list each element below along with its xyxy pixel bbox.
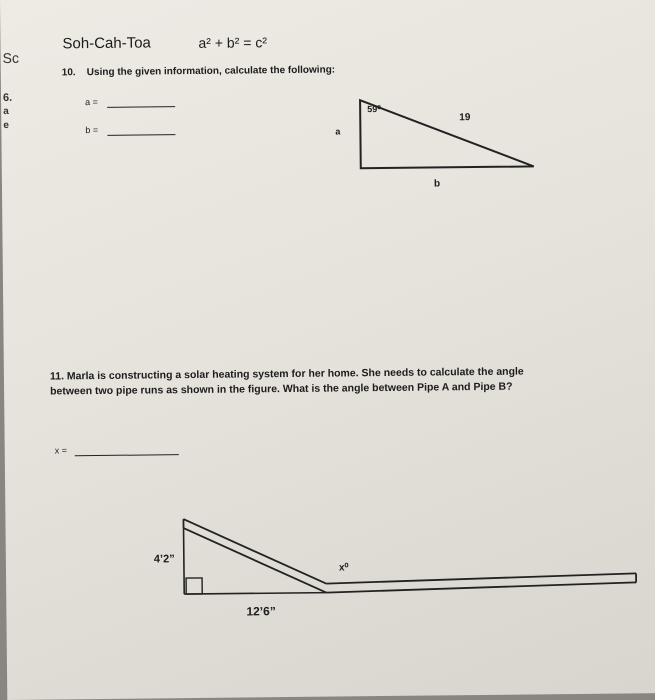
q11-x-label: x = (54, 445, 68, 456)
q10-prompt: Using the given information, calculate the following: (86, 64, 336, 79)
pythagorean-formula: a² + b² = c² (198, 34, 268, 51)
q10-a-label: a = (85, 96, 98, 108)
q11-base-label: 12’6” (246, 604, 276, 619)
q11-angle-label: x⁰ (338, 562, 349, 574)
worksheet-title: Soh-Cah-Toa (62, 34, 151, 53)
q10-side-a-label: a (335, 126, 341, 137)
q11-height-label: 4’2” (153, 553, 175, 566)
q10-angle-label: 59⁰ (367, 104, 381, 115)
margin-fragment-2: 6. (2, 91, 13, 104)
margin-fragment-3: a (3, 105, 9, 117)
q10-number: 10. (61, 67, 76, 79)
q10-side-b-label: b (433, 178, 441, 190)
q11-prompt-line1: 11. Marla is constructing a solar heating system for her home. She needs to calculate the angle (49, 365, 524, 383)
margin-fragment-4: e (3, 119, 9, 131)
q11-prompt-line2: between two pipe runs as shown in the figure. What is the angle between Pipe A and Pipe B? (50, 380, 513, 398)
q10-hypotenuse-label: 19 (459, 112, 471, 124)
q10-b-label: b = (85, 124, 99, 136)
margin-fragment-1: Sc (2, 49, 20, 66)
